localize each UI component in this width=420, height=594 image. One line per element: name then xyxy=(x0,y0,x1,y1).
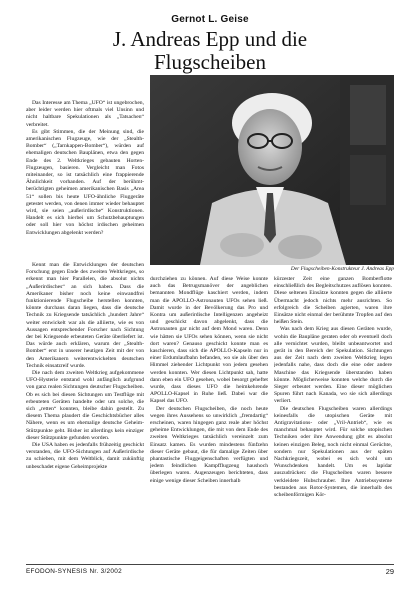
journal-issue: EFODON-SYNESIS Nr. 3/2002 xyxy=(26,568,122,575)
text-column-3 xyxy=(274,276,392,562)
intro-paragraph: Es gibt Stimmen, die der Meinung sind, die amerikanischen Flugzeuge, wie der „Stealth-Bomber“ („Tarnkappen-Bomber“), würden auf ehemaligen deutschen Bauplänen, etwa den gegen Ende des 2. Weltkrieges gebauten Horten-Flugzeugen, basieren. Vergleicht man Fotos miteinander, so ist tatsächlich eine frappierende Ähnlichkeit vorhanden. Auf der berühmt-berüchtigten geheimen amerikanischen Basis „Area 51“ sollen bis heute UFO-ähnliche Fluggeräte getestet werden, von denen immer wieder behauptet wird, sie seien „außerirdische“ Konstruktionen. Handelt es sich hierbei um Schutzbehauptungen oder soll hier von höchst irdischen geheimen Entwicklungen abgelenkt werden? xyxy=(26,128,144,236)
column-paragraph: kürzester Zeit eine ganzen Bomberflotte einschließlich des Begleitschutzes auflösen konnten. Diese seltenen Einsätze konnten gegen die alliierte Übermacht jedoch nichts mehr ausrichten. So erfolgreich die Scheiben agierten, waren ihre Einsätze nicht einmal der berühmte Tropfen auf den heißen Stein. xyxy=(274,276,392,326)
column-paragraph: Kennt man die Entwicklungen der deutschen Forschung gegen Ende des zweiten Weltkrieges, so erkennt man hier Parallelen, die absolut nichts „Außerirdisches“ an sich haben. Dass die Amerikaner bisher noch keine einwandfrei funktionierende Flugscheibe herstellen konnten, könnte durchaus daran liegen, dass die deutsche Technik zu Kriegsende tatsächlich „hundert Jahre“ weiter entwickelt war als die alliierte, wie es von Aussagen entsprechender Forscher nach Sichtung der bei Kriegsende erbeuteten Geräte überliefert ist. Das würde auch erklären, warum der „Stealth-Bomber“ erst in unserer heutigen Zeit mit der von den Amerikanern weiterentwickelten deutschen Technik einsatzreif wurde. xyxy=(26,262,144,369)
column-paragraph: Die deutschen Flugscheiben waren allerdings keinesfalls die utopischen Geräte mit Antigravitations- oder „Vril-Antrieb“, wie es manchmal behauptet wird. Für solche utopischen Techniken oder ihre Anwendung gibt es absolut keinen einzigen Beleg, noch nicht einmal Gerüchte, sondern nur Spekulationen aus der späten Nachkriegszeit, wobei es sich wohl um Wunschdenken handelt. Um es lapidar auszudrücken: die Flugscheiben waren bessere verkleidete Hubschrauber. Ihre Antriebssysteme bestanden aus Rotor-Systemen, die innerhalb des scheibenförmigen Kör- xyxy=(274,405,392,499)
article-title xyxy=(0,28,420,74)
page-number: 29 xyxy=(385,567,394,576)
column-paragraph: Die USA haben es jedenfalls frühzeitig geschickt verstanden, die UFO-Sichtungen auf Außerirdische zu schieben, mit dem Weltblick, damit zukünftig unbeschadet eigene Geheimprojekte xyxy=(26,442,144,470)
photo-caption: Der Flugscheiben-Konstrukteur J. Andreas Epp xyxy=(290,266,394,272)
text-column-1 xyxy=(26,262,144,562)
portrait-photo xyxy=(150,75,394,265)
article-title-line1: J. Andreas Epp und die xyxy=(112,27,308,51)
intro-paragraph: Das Interesse am Thema „UFO“ ist ungebrochen, aber leider werden hier oftmals viel Unsinn und nicht haltbare Spekulationen als „Tatsachen“ verbreitet. xyxy=(26,100,144,128)
footer-rule xyxy=(26,564,394,565)
intro-text xyxy=(26,100,144,237)
column-paragraph: durchziehen zu können. Auf diese Weise konnte auch das Betrugsmanöver der angeblichen bemannten Mondflüge kaschiert werden, indem man die APOLLO-Astronauten UFOs sehen ließ. Damit wurde in der Bevölkerung das Pro und Kontra um außerirdische Intelligenzen angeheizt und geschickt davon abgelenkt, dass die Astronauten gar nicht auf dem Mond waren. Denn wie hätten sie UFOs sehen können, wenn sie nicht dort waren? Genauso geschickt konnte man es kaschieren, dass sich die APOLLO-Kapseln nur in einer Erdumlaufbahn befanden, wo sie als über den Himmel ziehender Lichtpunkt von jedem gesehen werden konnten. Wer diesen Lichtpunkt sah, hatte dann eben ein UFO gesehen, wobei besorgt geheftet wurde, dass dieses UFO die heimkehrende APOLLO-Kapsel in Ruhe ließ. Dabei war die Kapsel das UFO. xyxy=(150,276,268,405)
author-name: Gernot L. Geise xyxy=(171,14,249,25)
column-paragraph: Was nach dem Krieg aus diesen Geräten wurde, wohin die Baupläne geraten oder ob eventuell doch alle vernichtet wurden, bleibt unbeantwortet und gerät in den Bereich der Spekulation. Sichtungen aus der Zeit nach dem zweiten Weltkrieg legen jedenfalls nahe, dass doch die eine oder andere Maschine das Kriegsende überstanden haben könnte. Möglicherweise konnten welche durch die Sieger erbeutet werden. Eine dieser möglichen Spuren führt nach Kanada, wo sie sich allerdings verliert. xyxy=(274,326,392,405)
text-column-2 xyxy=(150,276,268,562)
portrait-illustration xyxy=(150,75,394,265)
article-title-line2: Flugscheiben xyxy=(154,50,266,74)
column-paragraph: Der deutschen Flugscheiben, die noch heute wegen ihres Aussehens so unwirklich „fremdartig“ erscheinen, waren hingegen ganz reale aber höchst geheime Entwicklungen, die mit von dem Ende des zweiten Weltkrieges tatsächlich vereinzelt zum Einsatz kamen. Es wurden mindestens fünfzehn dieser Geräte gebaut, die für damalige Zeiten über phantastische Fluggeigenschaften verfügten und jedem feindlichen Kampfflugzeug haushoch überlegen waren. Augenzeugen berichteten, dass einige wenige dieser Scheiben innerhalb xyxy=(150,405,268,484)
column-paragraph: Die nach dem zweiten Weltkrieg aufgekommene UFO-Hysterie entstand wohl anfänglich aufgrund von ganz realen Sichtungen deutscher Flugscheiben. Ob es sich bei diesen Sichtungen um Testflüge mit erbeuteten Geräten handelte oder um solche, die sich „retten“ konnten, bleibe dahin gestellt. Zu diesem Thema plaudert die Geschichtsbücher alles Nähere, wenn es um ehemalige deutsche Geheim-Stützpunkte geht. Bisher ist allerdings kein einziger dieser Stützpunkte gefunden worden. xyxy=(26,370,144,441)
